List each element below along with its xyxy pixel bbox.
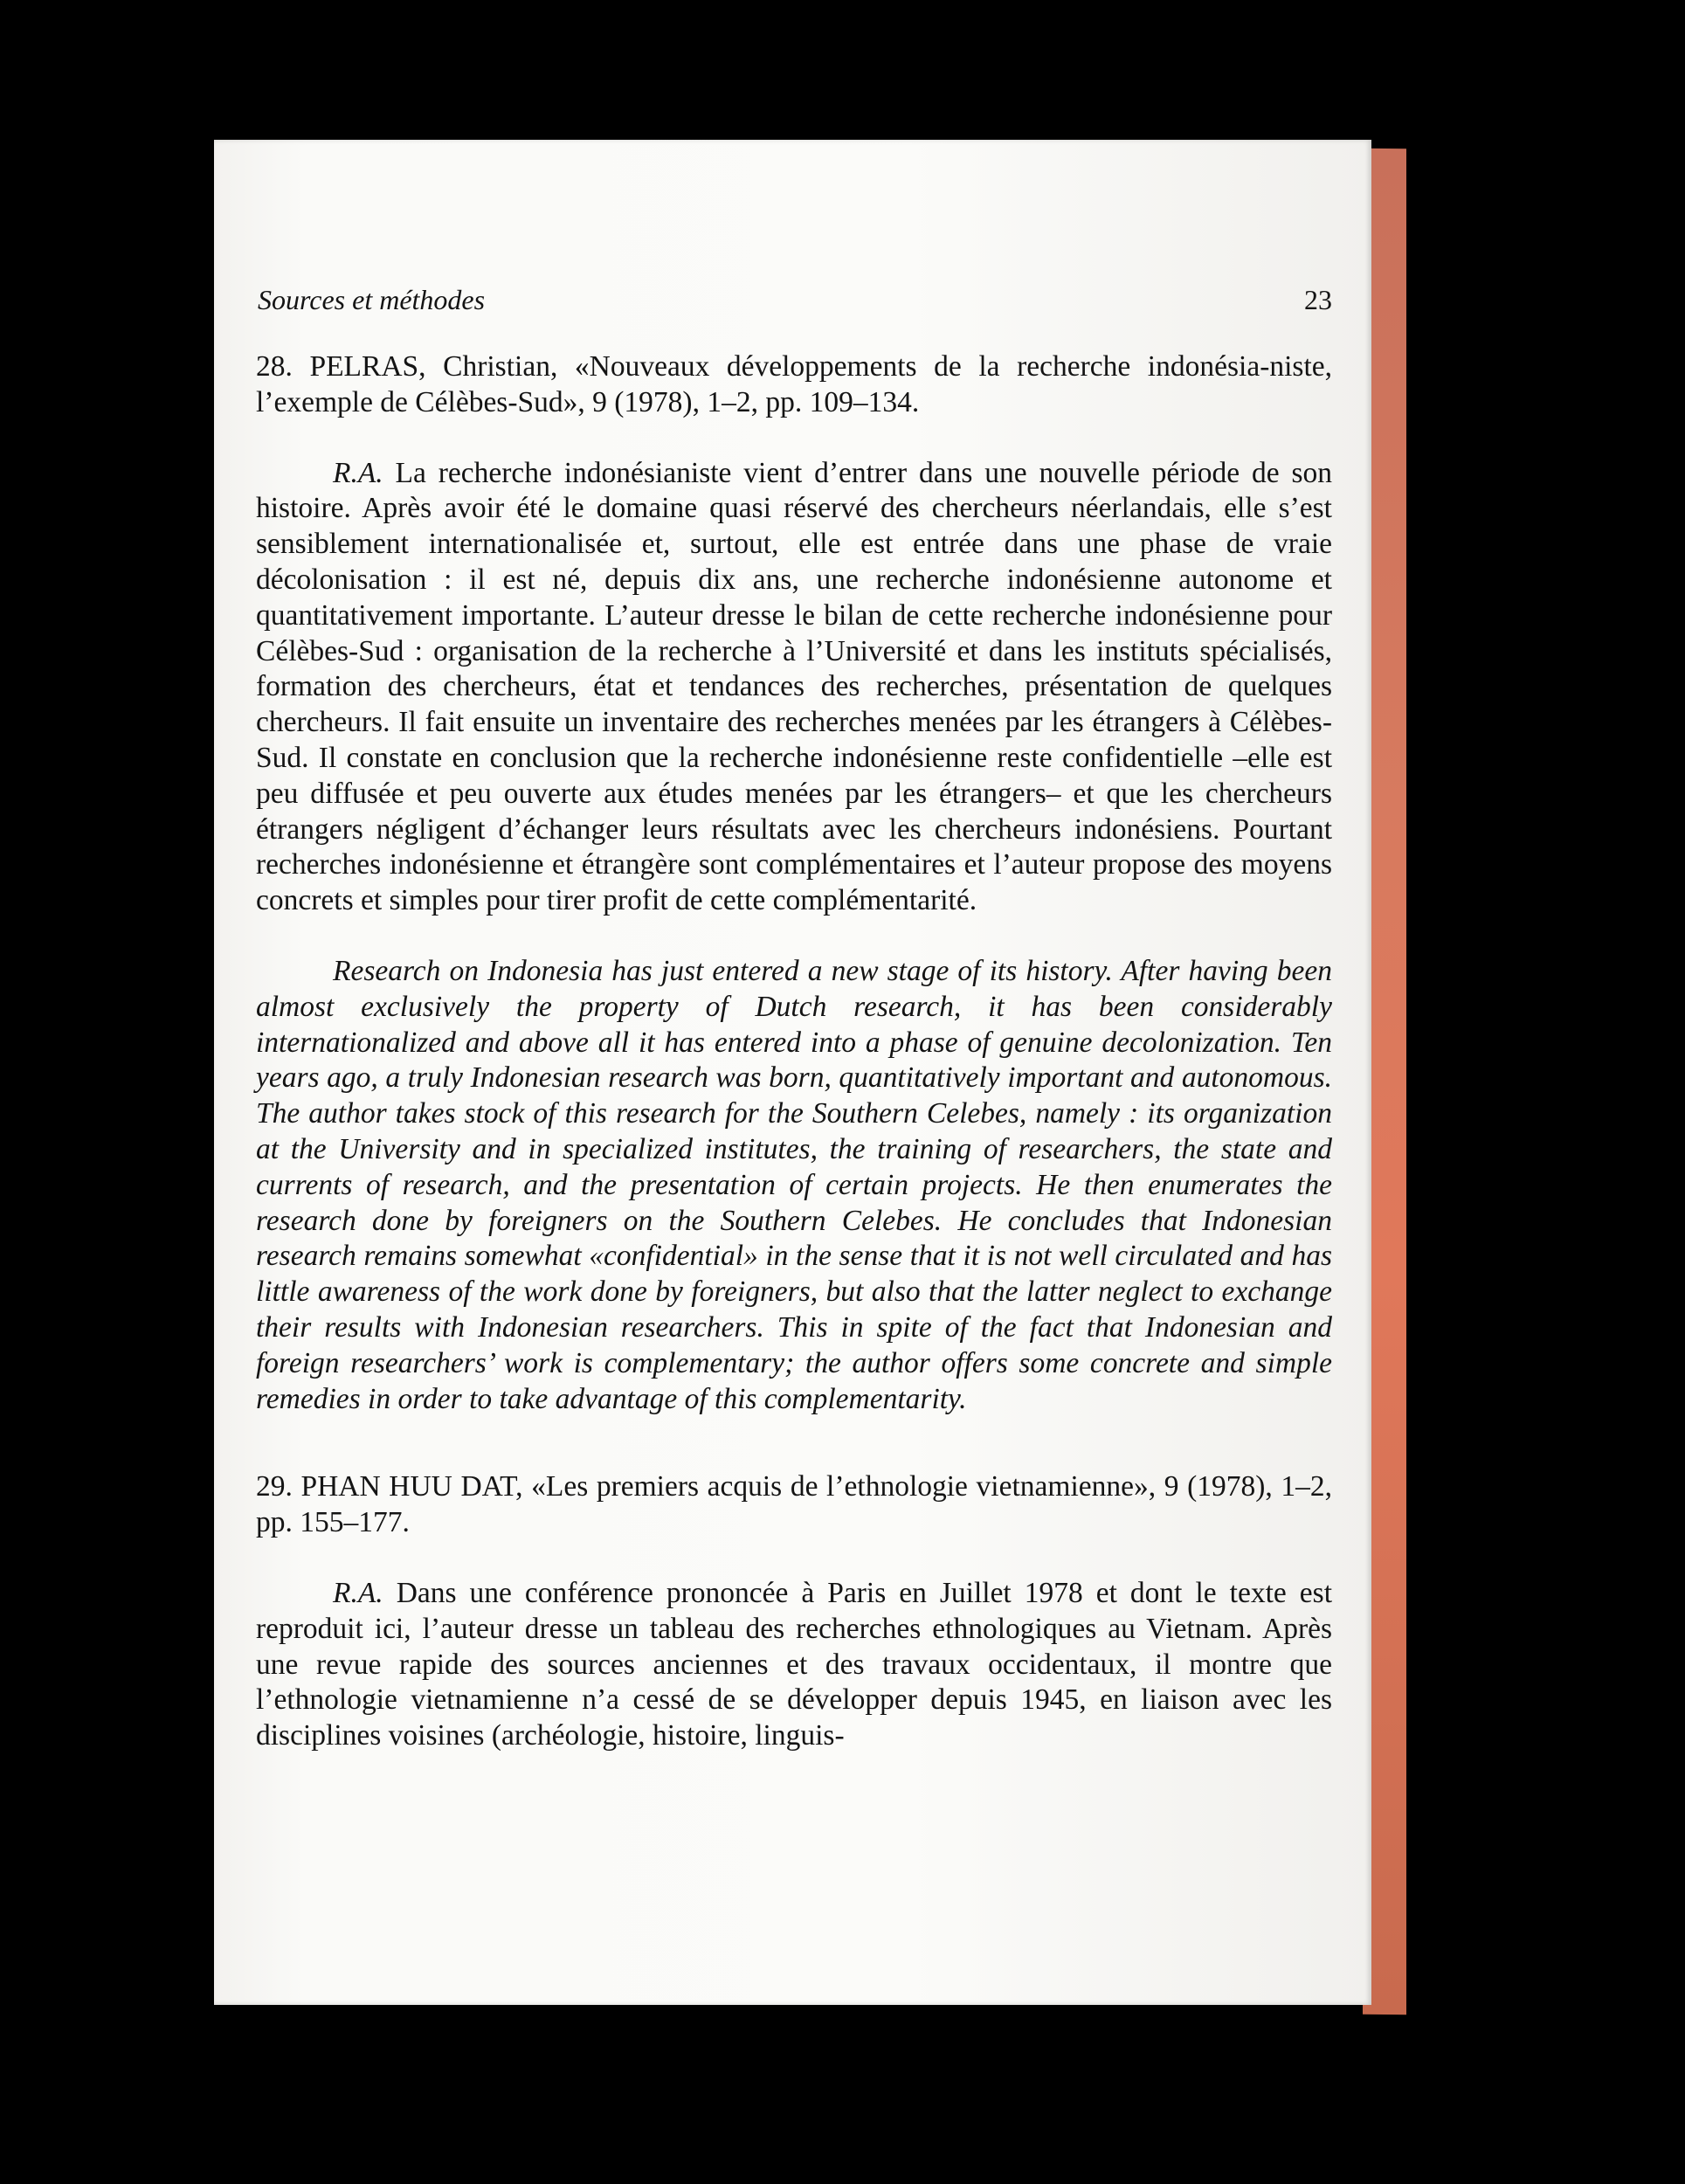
entry-28-resume-fr xyxy=(256,456,1332,919)
book-page xyxy=(214,140,1371,2005)
entry-28-abstract-en: Research on Indonesia has just entered a new stage of its history. After having been almost exclusively the property of Dutch research, it has been considerably internationalized and above all it has entered into a phase of genuine decolonization. Ten years ago, a truly Indonesian research was born, quantitatively important and autonomous. The author takes stock of this research for the Southern Celebes, namely : its organization at the University and in specialized institutes, the training of researchers, the state and currents of research, and the presentation of certain projects. He then enumerates the research done by foreigners on the Southern Celebes. He concludes that Indonesian research remains somewhat «confidential» in the sense that it is not well circulated and has little awareness of the work done by foreigners, but also that the latter neglect to exchange their results with Indonesian researchers. This in spite of the fact that Indonesian and foreign researchers’ work is complementary; the author offers some concrete and simple remedies in order to take advantage of this complementarity. xyxy=(256,954,1332,1415)
entry-29-citation: 29. PHAN HUU DAT, «Les premiers acquis de l’ethnologie vietnamienne», 9 (1978), 1–2, pp. 155–177. xyxy=(256,1470,1332,1539)
page-body xyxy=(256,349,1332,1754)
entry-28-ra-label: R.A. xyxy=(333,456,383,489)
running-title: Sources et méthodes xyxy=(258,284,486,315)
page-number: 23 xyxy=(1304,284,1332,315)
entry-29-resume-fr xyxy=(256,1576,1332,1754)
entry-28-citation: 28. PELRAS, Christian, «Nouveaux développements de la recherche indonésia-niste, l’exemple de Célèbes-Sud», 9 (1978), 1–2, pp. 109–134. xyxy=(256,350,1332,418)
entry-29-resume-text: Dans une conférence prononcée à Paris en Juillet 1978 et dont le texte est reproduit ici, l’auteur dresse un tableau des recherches ethnologiques au Vietnam. Après une revue rapide des sources anciennes et des travaux occidentaux, il montre que l’ethnologie vietnamienne n’a cessé de se développer depuis 1945, en liaison avec les disciplines voisines (archéologie, histoire, linguis- xyxy=(256,1576,1332,1752)
running-header xyxy=(258,284,1332,328)
entry-29-ra-label: R.A. xyxy=(333,1576,383,1609)
entry-28-resume-text: La recherche indonésianiste vient d’entrer dans une nouvelle période de son histoire. Après avoir été le domaine quasi réservé des chercheurs néerlandais, elle s’est sensiblement internationalisée et, surtout, elle est entrée dans une phase de vraie décolonisation : il est né, depuis dix ans, une recherche indonésienne autonome et quantitativement importante. L’auteur dresse le bilan de cette recherche indonésienne pour Célèbes-Sud : organisation de la recherche à l’Université et dans les instituts spécialisés, formation des chercheurs, état et tendances des recherches, présentation de quelques chercheurs. Il fait ensuite un inventaire des recherches menées par les étrangers à Célèbes-Sud. Il constate en conclusion que la recherche indonésienne reste confidentielle –elle est peu diffusée et peu ouverte aux études menées par les étrangers– et que les chercheurs étrangers négligent d’échanger leurs résultats avec les chercheurs indonésiens. Pourtant recherches indonésienne et étrangère sont complémentaires et l’auteur propose des moyens concrets et simples pour tirer profit de cette complémentarité. xyxy=(256,456,1332,917)
